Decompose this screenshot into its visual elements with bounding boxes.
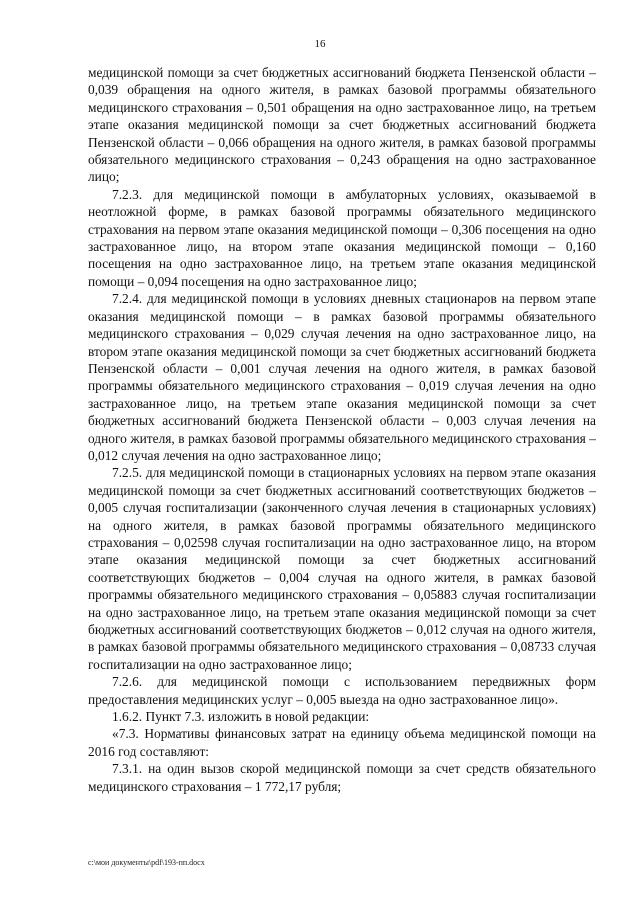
footer-file-path: c:\мои документы\pdf\193-пп.docx bbox=[88, 858, 205, 867]
paragraph-7-2-4: 7.2.4. для медицинской помощи в условиях дневных стационаров на первом этапе оказания медицинской помощи – в рамках базовой программы обязательного медицинского страхования – 0,029 случая лечения на одно застрахованное лицо, на втором этапе оказания медицинской помощи за счет бюджетных ассигнований бюджета Пензенской области – 0,001 случая лечения на одного жителя, в рамках базовой программы обязательного медицинского страхования – 0,019 случая лечения на одно застрахованное лицо, на третьем этапе оказания медицинской помощи за счет бюджетных ассигнований бюджета Пензенской области – 0,003 случая лечения на одного жителя, в рамках базовой программы обязательного медицинского страхования – 0,012 случая лечения на одно застрахованное лицо; bbox=[88, 291, 596, 463]
paragraph-7-2-6: 7.2.6. для медицинской помощи с использованием передвижных форм предоставления медицинских услуг – 0,005 выезда на одно застрахованное лицо». bbox=[88, 674, 596, 707]
document-body bbox=[88, 64, 596, 795]
paragraph-continuation: медицинской помощи за счет бюджетных ассигнований бюджета Пензенской области – 0,039 обращения на одного жителя, в рамках базовой программы обязательного медицинского страхования – 0,501 обращения на одно застрахованное лицо, на третьем этапе оказания медицинской помощи за счет бюджетных ассигнований бюджета Пензенской области – 0,066 обращения на одного жителя, в рамках базовой программы обязательного медицинского страхования – 0,243 обращения на одно застрахованное лицо; bbox=[88, 65, 596, 185]
paragraph-7-3: «7.3. Нормативы финансовых затрат на единицу объема медицинской помощи на 2016 год составляют: bbox=[88, 726, 596, 759]
paragraph-7-2-5: 7.2.5. для медицинской помощи в стационарных условиях на первом этапе оказания медицинской помощи за счет бюджетных ассигнований соответствующих бюджетов – 0,005 случая госпитализации (законченного случая лечения в стационарных условиях) на одного жителя, в рамках базовой программы обязательного медицинского страхования – 0,02598 случая госпитализации на одно застрахованное лицо, на втором этапе оказания медицинской помощи за счет бюджетных ассигнований соответствующих бюджетов – 0,004 случая на одного жителя, в рамках базовой программы обязательного медицинского страхования – 0,05883 случая госпитализации на одно застрахованное лицо, на третьем этапе оказания медицинской помощи за счет бюджетных ассигнований соответствующих бюджетов – 0,012 случая на одного жителя, в рамках базовой программы обязательного медицинского страхования – 0,08733 случая госпитализации на одно застрахованное лицо; bbox=[88, 465, 596, 672]
paragraph-7-3-1: 7.3.1. на один вызов скорой медицинской помощи за счет средств обязательного медицинского страхования – 1 772,17 рубля; bbox=[88, 761, 596, 794]
paragraph-1-6-2: 1.6.2. Пункт 7.3. изложить в новой редакции: bbox=[112, 709, 370, 725]
page-number: 16 bbox=[314, 38, 326, 50]
paragraph-7-2-3: 7.2.3. для медицинской помощи в амбулаторных условиях, оказываемой в неотложной форме, в рамках базовой программы обязательного медицинского страхования на первом этапе оказания медицинской помощи – 0,306 посещения на одно застрахованное лицо, на втором этапе оказания медицинской помощи – 0,160 посещения на одно застрахованное лицо, на третьем этапе оказания медицинской помощи – 0,094 посещения на одно застрахованное лицо; bbox=[88, 186, 596, 289]
